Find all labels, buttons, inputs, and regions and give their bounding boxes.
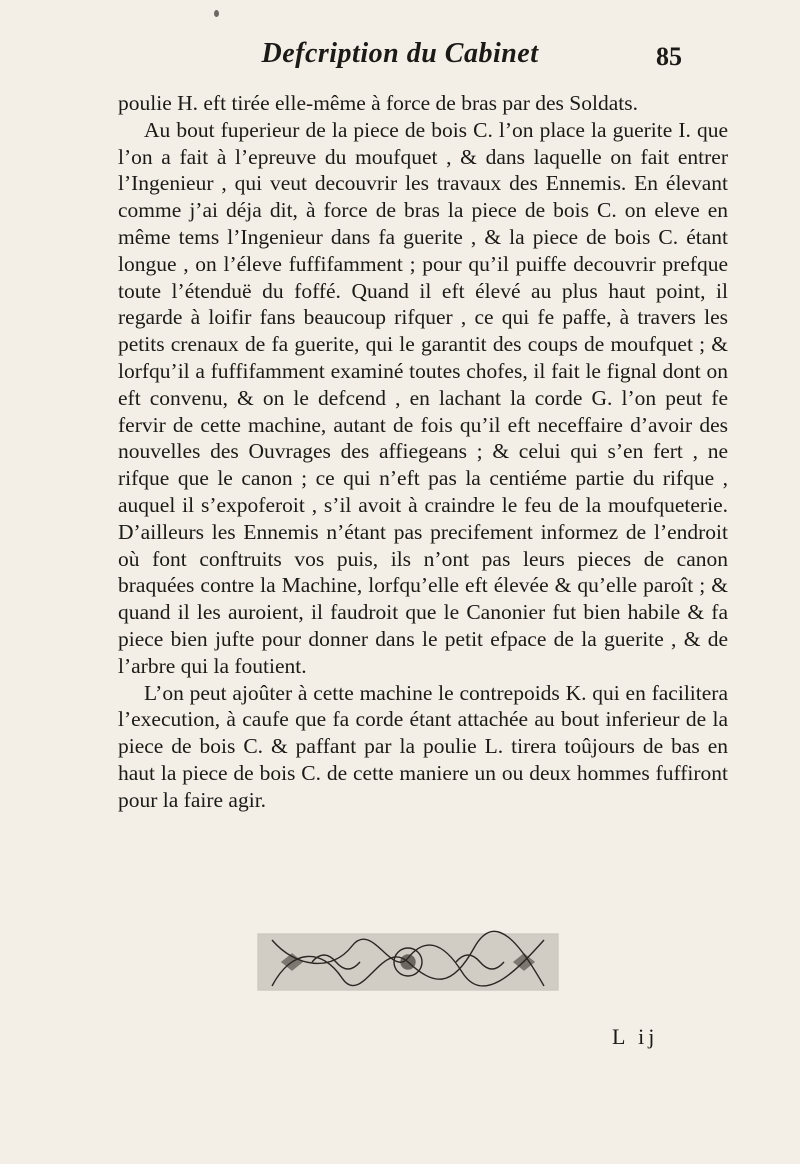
page-header [0, 38, 800, 84]
signature-mark: L ij [612, 1024, 659, 1049]
ink-spot [214, 10, 219, 17]
running-title: Defcription du Cabinet [261, 38, 539, 69]
paragraph: Au bout fuperieur de la piece de bois C. l’on place la guerite I. que l’on a fait à l’epreuve du moufquet , & dans laquelle on fait entrer l’Ingenieur , qui veut decouvrir les travaux des Ennemis. En élevant comme j’ai déja dit, à force de bras la piece de bois C. on eleve en même tems l’Ingenieur dans fa guerite , & la piece de bois C. étant longue , on l’éleve fuffifamment ; pour qu’il puiffe decouvrir prefque toute l’étenduë du foffé. Quand il eft élevé au plus haut point, il regarde à loifir fans beaucoup rifquer , ce qui fe paffe, à travers les petits crenaux de fa guerite, qui le garantit des coups de moufquet ; & lorfqu’il a fuffifamment examiné toutes chofes, il fait le fignal dont on eft convenu, & on le defcend , en lachant la corde G. l’on peut fe fervir de cette machine, autant de fois qu’il eft neceffaire d’avoir des nouvelles des Ouvrages des affiegeans ; & celui qui s’en fert , ne rifque que le canon ; ce qui n’eft pas la centiéme partie du rifque , auquel il s’expoferoit , s’il avoit à craindre le feu de la moufqueterie. D’ailleurs les Ennemis n’étant pas precifement informez de l’endroit où font conftruits vos puis, ils n’ont pas leurs pieces de canon braquées contre la Machine, lorfqu’elle eft élevée & qu’elle paroît ; & quand il les auroient, il faudroit que le Canonier fut bien habile & fa piece bien jufte pour donner dans le petit efpace de la guerite , & de l’arbre qui la foutient. [118, 117, 728, 678]
ornamental-vignette [252, 928, 564, 996]
page-number: 85 [656, 42, 682, 71]
paragraph: poulie H. eft tirée elle-même à force de bras par des Soldats. [118, 91, 638, 115]
paragraph: L’on peut ajoûter à cette machine le contrepoids K. qui en facilitera l’execution, à caufe que fa corde étant attachée au bout inferieur de la piece de bois C. & paffant par la poulie L. tirera toûjours de bas en haut la piece de bois C. de cette maniere un ou deux hommes fuffiront pour la faire agir. [118, 680, 728, 812]
body-text [118, 90, 728, 814]
